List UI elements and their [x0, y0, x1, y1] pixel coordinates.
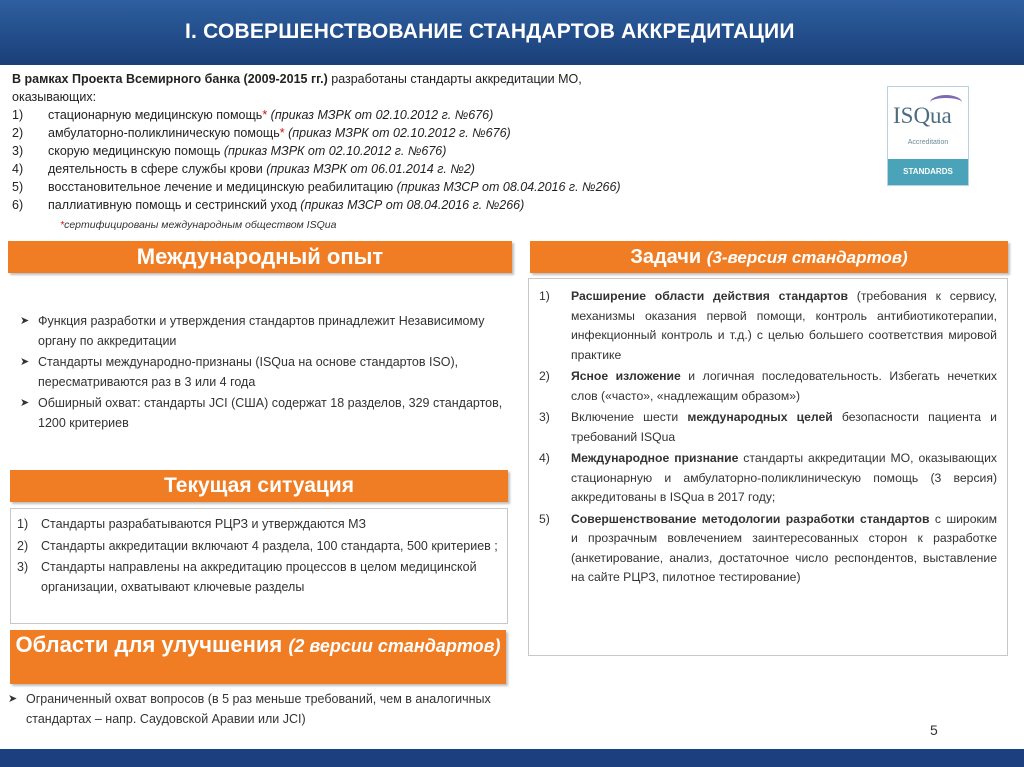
isqua-logo: [887, 86, 969, 186]
intro-lead-rest: разработаны стандарты аккредитации МО, оказывающих:: [12, 72, 582, 104]
improve-box: [8, 690, 506, 736]
intro-block: [12, 70, 872, 214]
order-ref: (приказ МЗСР от 08.04.2016 г. №266): [393, 180, 621, 194]
intro-lead-bold: В рамках Проекта Всемирного банка (2009-2015 гг.): [12, 72, 328, 86]
item-text: стационарную медицинскую помощь* (приказ МЗРК от 02.10.2012 г. №676): [48, 108, 494, 122]
item-number: 5): [12, 180, 24, 194]
item-number: 1): [12, 108, 24, 122]
footer-bar: [0, 749, 1024, 767]
item-number: 6): [12, 198, 24, 212]
logo-accreditation: Accreditation: [907, 139, 949, 146]
item-text: деятельность в сфере службы крови (приказ МЗРК от 06.01.2014 г. №2): [48, 162, 475, 176]
tasks-heading-sub: (3-версия стандартов): [706, 248, 908, 267]
task-item: 4) Международное признание стандарты аккредитации МО, оказывающих стационарную и амбулаторно-поликлиническую помощь (3 версия) аккредитованы в ISQua в 2017 году;: [539, 451, 997, 504]
title-bar: [0, 0, 1024, 65]
intro-lead: [12, 70, 592, 106]
standards-list-item: [12, 124, 872, 142]
task-item: 2) Ясное изложение и логичная последовательность. Избегать нечетких слов («часто», «надлежащим образом»): [539, 369, 997, 403]
intl-heading: Международный опыт: [8, 241, 512, 273]
standards-list-item: [12, 196, 872, 214]
logo-brand: ISQua: [893, 103, 952, 128]
tasks-heading: Задачи (3-версия стандартов): [530, 241, 1008, 273]
arrow-bullet-icon: ➤: [20, 356, 30, 368]
standards-list-item: [12, 160, 872, 178]
item-number: 4): [12, 162, 24, 176]
task-item: 1) Расширение области действия стандартов (требования к сервису, механизмы оказания первой помощи, контроль антибиотикотерапии, инфекционный контроль и т.д.) с целью большего соответствия мировой практике: [539, 289, 997, 362]
intl-bullet: ➤ Стандарты международно-признаны (ISQua на основе стандартов ISO), пересматриваются раз в 3 или 4 года: [20, 353, 506, 392]
current-item: 1) Стандарты разрабатываются РЦРЗ и утверждаются МЗ: [17, 517, 367, 531]
intl-box: [10, 278, 508, 448]
improve-heading: Области для улучшения (2 версии стандартов): [10, 630, 506, 684]
order-ref: (приказ МЗРК от 02.10.2012 г. №676): [267, 108, 494, 122]
current-box: [10, 508, 508, 624]
improve-heading-sub: (2 версии стандартов): [288, 636, 501, 656]
cert-star-mark: *: [279, 126, 285, 140]
item-number: 2): [12, 126, 24, 140]
cert-star-mark: *: [262, 108, 268, 122]
intl-bullet: ➤ Обширный охват: стандарты JCI (США) содержат 18 разделов, 329 стандартов, 1200 критериев: [20, 394, 506, 433]
intl-bullet: ➤ Функция разработки и утверждения стандартов принадлежит Независимому органу по аккредитации: [20, 312, 506, 351]
arrow-bullet-icon: ➤: [8, 693, 18, 705]
item-number: 3): [12, 144, 24, 158]
certification-note: *сертифицированы международным обществом ISQua: [60, 219, 337, 231]
current-item: 2) Стандарты аккредитации включают 4 раздела, 100 стандарта, 500 критериев ;: [17, 538, 498, 553]
standards-list-item: [12, 106, 872, 124]
standards-list: [12, 106, 872, 214]
task-item: 3) Включение шести международных целей безопасности пациента и требований ISQua: [539, 410, 997, 444]
arrow-bullet-icon: ➤: [20, 397, 30, 409]
item-text: паллиативную помощь и сестринский уход (приказ МЗСР от 08.04.2016 г. №266): [48, 198, 525, 212]
order-ref: (приказ МЗРК от 06.01.2014 г. №2): [262, 162, 475, 176]
standards-list-item: [12, 142, 872, 160]
slide-title: I. СОВЕРШЕНСТВОВАНИЕ СТАНДАРТОВ АККРЕДИТАЦИИ: [185, 20, 795, 43]
standards-list-item: [12, 178, 872, 196]
improve-bullet: ➤ Ограниченный охват вопросов (в 5 раз меньше требований, чем в аналогичных стандартах – напр. Саудовской Аравии или JCI): [8, 690, 504, 729]
order-ref: (приказ МЗСР от 08.04.2016 г. №266): [296, 198, 525, 212]
item-text: скорую медицинскую помощь (приказ МЗРК от 02.10.2012 г. №676): [48, 144, 447, 158]
order-ref: (приказ МЗРК от 02.10.2012 г. №676): [220, 144, 447, 158]
item-text: восстановительное лечение и медицинскую реабилитацию (приказ МЗСР от 08.04.2016 г. №266): [48, 180, 621, 194]
arrow-bullet-icon: ➤: [20, 315, 30, 327]
task-item: 5) Совершенствование методологии разработки стандартов с широким и прозрачным вовлечением заинтересованных сторон к разработке (анкетирование, анализ, достаточное число респондентов, выставление на сайте РЦРЗ, пилотное тестирование): [539, 511, 997, 584]
page-number: 5: [930, 722, 938, 738]
current-item: 3) Стандарты направлены на аккредитацию процессов в целом медицинской организации, охватывают ключевые разделы: [17, 560, 477, 594]
current-heading: Текущая ситуация: [10, 470, 508, 502]
logo-standards: STANDARDS: [888, 159, 968, 185]
order-ref: (приказ МЗРК от 02.10.2012 г. №676): [284, 126, 511, 140]
tasks-box: [528, 278, 1008, 656]
item-text: амбулаторно-поликлиническую помощь* (приказ МЗРК от 02.10.2012 г. №676): [48, 126, 511, 140]
